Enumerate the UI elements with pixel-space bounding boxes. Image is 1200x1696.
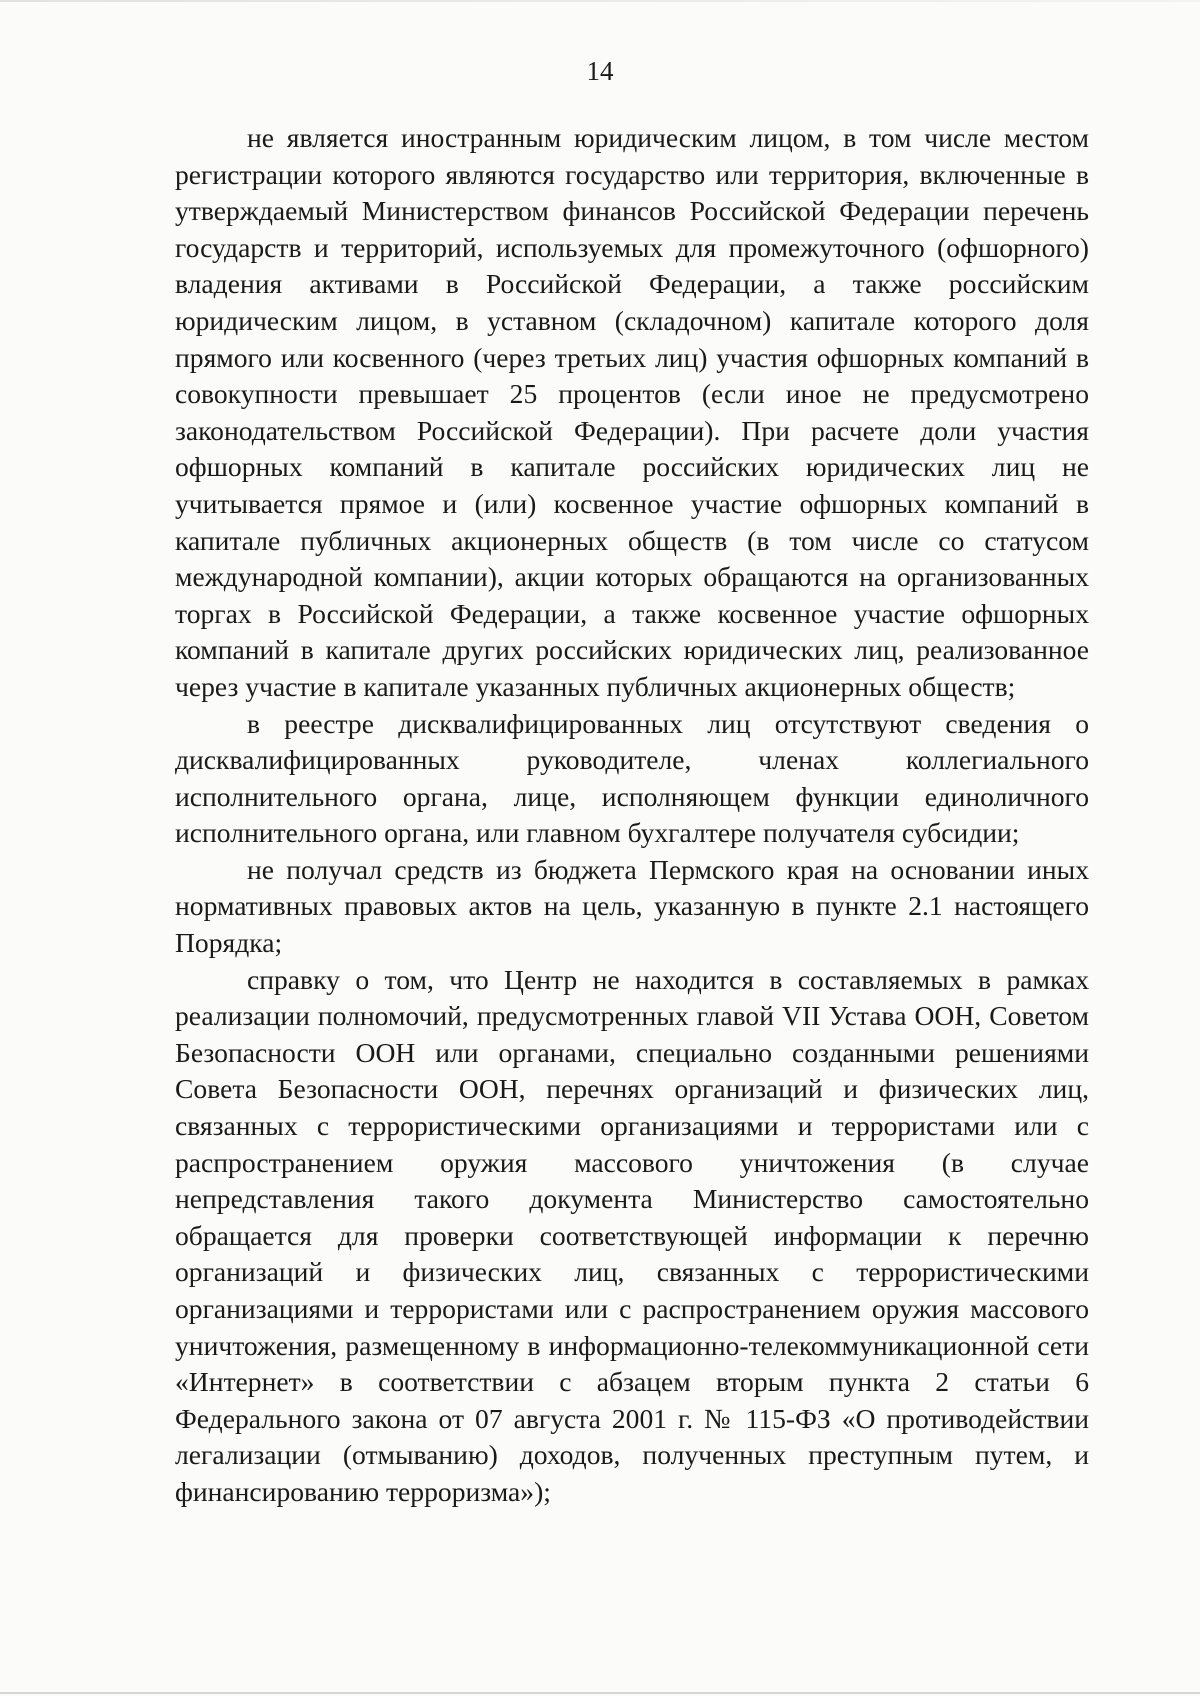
paragraph-budget-funds: не получал средств из бюджета Пермского края на основании иных нормативных правовых актов на цель, указанную в пункте 2.1 настоящего Порядка; (175, 853, 1089, 959)
scan-top-edge (0, 0, 1200, 2)
scan-bottom-edge (0, 1692, 1200, 1694)
document-body (175, 120, 1089, 1511)
paragraph-offshore-status: не является иностранным юридическим лицом, в том числе местом регистрации которого являются государство или территория, включенные в утверждаемый Министерством финансов Российской Федерации перечень государств и территорий, используемых для промежуточного (офшорного) владения активами в Российской Федерации, а также российским юридическим лицом, в уставном (складочном) капитале которого доля прямого или косвенного (через третьих лиц) участия офшорных компаний в совокупности превышает 25 процентов (если иное не предусмотрено законодательством Российской Федерации). При расчете доли участия офшорных компаний в капитале российских юридических лиц не учитывается прямое и (или) косвенное участие офшорных компаний в капитале публичных акционерных обществ (в том числе со статусом международной компании), акции которых обращаются на организованных торгах в Российской Федерации, а также косвенное участие офшорных компаний в капитале других российских юридических лиц, реализованное через участие в капитале указанных публичных акционерных обществ; (175, 122, 1089, 702)
paragraph-terrorism-certificate: справку о том, что Центр не находится в составляемых в рамках реализации полномочий, предусмотренных главой VII Устава ООН, Советом Безопасности ООН или органами, специально созданными решениями Совета Безопасности ООН, перечнях организаций и физических лиц, связанных с террористическими организациями и террористами или с распространением оружия массового уничтожения (в случае непредставления такого документа Министерство самостоятельно обращается для проверки соответствующей информации к перечню организаций и физических лиц, связанных с террористическими организациями и террористами или с распространением оружия массового уничтожения, размещенному в информационно-телекоммуникационной сети «Интернет» в соответствии с абзацем вторым пункта 2 статьи 6 Федерального закона от 07 августа 2001 г. № 115-ФЗ «О противодействии легализации (отмыванию) доходов, полученных преступным путем, и финансированию терроризма»); (175, 963, 1089, 1507)
paragraph-disqualified-registry: в реестре дисквалифицированных лиц отсутствуют сведения о дисквалифицированных руководителе, членах коллегиального исполнительного органа, лице, исполняющем функции единоличного исполнительного органа, или главном бухгалтере получателя субсидии; (175, 707, 1089, 849)
page-number: 14 (586, 56, 614, 86)
